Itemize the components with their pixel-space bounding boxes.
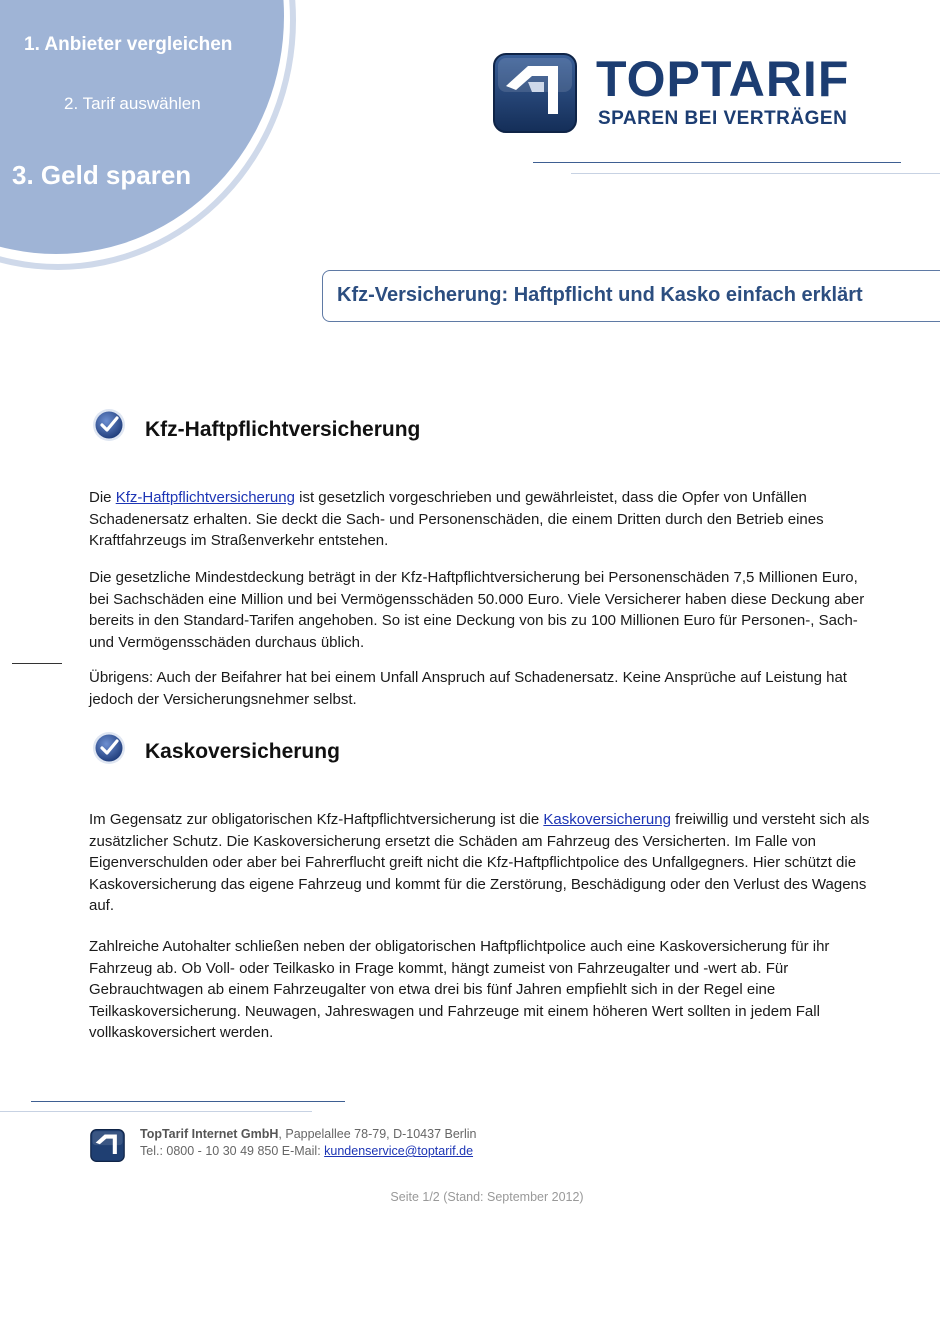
haftpflicht-link[interactable]: Kfz-Haftpflichtversicherung bbox=[115, 489, 295, 506]
header-divider-light bbox=[571, 173, 940, 174]
section-heading-haftpflicht: Kfz-Haftpflichtversicherung bbox=[145, 418, 421, 441]
paragraph: Zahlreiche Autohalter schließen neben der obligatorischen Haftpflichtpolice auch eine Kaskoversicherung für ihr Fahrzeug ab. Ob Voll- oder Teilkasko in Frage kommt, hängt zumeist von Fahrzeugalter und -wert ab. Für Gebrauchtwagen ab einem Fahrzeugalter von etwa drei bis fünf Jahren empfiehlt sich in der Regel eine Teilkaskoversicherung. Neuwagen, Jahreswagen und Fahrzeuge mit einem höheren Wert sollten in jedem Fall vollkaskoversichert werden. bbox=[89, 938, 830, 1041]
footer-contact bbox=[140, 1144, 473, 1158]
paragraph: Die gesetzliche Mindestdeckung beträgt in der Kfz-Haftpflichtversicherung bei Personenschäden 7,5 Millionen Euro, bei Sachschäden eine Million und bei Vermögensschäden 50.000 Euro. Viele Versicherer haben diese Deckung aber bereits in den Standard-Tarifen angehoben. So ist eine Deckung von bis zu 100 Millionen Euro für Personen-, Sach- und Vermögensschäden durchaus üblich. bbox=[89, 569, 865, 651]
logo-subtitle: SPAREN BEI VERTRÄGEN bbox=[598, 108, 848, 129]
paragraph-text: freiwillig und versteht sich als zusätzlicher Schutz. Die Kaskoversicherung ersetzt die Schäden am Fahrzeug des Versicherten. Im Falle von Eigenverschulden oder aber bei Fahrerflucht greift nicht die Kfz-Haftpflichtpolice des Unfallgegners. Hier schützt die Kaskoversicherung das eigene Fahrzeug und kommt für die Zerstörung, Beschädigung oder den Verlust des Wagens auf. bbox=[89, 811, 870, 914]
step-1: 1. Anbieter vergleichen bbox=[24, 34, 233, 55]
footer-divider bbox=[31, 1101, 345, 1102]
margin-mark bbox=[12, 663, 62, 664]
toptarif-logo-icon bbox=[492, 52, 578, 134]
toptarif-footer-icon bbox=[90, 1128, 125, 1163]
footer-company bbox=[140, 1127, 476, 1141]
logo-title: TOPTARIF bbox=[596, 51, 850, 107]
header-divider bbox=[533, 162, 901, 163]
footer-divider-light bbox=[0, 1111, 312, 1112]
kasko-link[interactable]: Kaskoversicherung bbox=[543, 811, 671, 828]
step-3: 3. Geld sparen bbox=[12, 160, 192, 190]
paragraph-text: Im Gegensatz zur obligatorischen Kfz-Haftpflichtversicherung ist die bbox=[89, 811, 544, 828]
paragraph-text: ist gesetzlich vorgeschrieben und gewährleistet, dass die Opfer von Unfällen Schadenersatz erhalten. Sie deckt die Sach- und Personenschäden, die einem Dritten durch den Betrieb eines Kraftfahrzeugs im Straßenverkehr entstehen. bbox=[89, 489, 824, 549]
checkmark-icon bbox=[92, 731, 126, 765]
paragraph-text: Die bbox=[89, 489, 116, 506]
footer-address: , Pappelallee 78-79, D-10437 Berlin bbox=[278, 1127, 477, 1141]
footer-phone: Tel.: 0800 - 10 30 49 850 E-Mail: bbox=[140, 1144, 325, 1158]
step-2: 2. Tarif auswählen bbox=[64, 94, 201, 113]
footer-company-name: TopTarif Internet GmbH bbox=[140, 1127, 279, 1141]
paragraph: Übrigens: Auch der Beifahrer hat bei einem Unfall Anspruch auf Schadenersatz. Keine Ansprüche auf Leistung hat jedoch der Versicherungsnehmer selbst. bbox=[89, 669, 847, 708]
page-title: Kfz-Versicherung: Haftpflicht und Kasko einfach erklärt bbox=[337, 284, 863, 306]
checkmark-icon bbox=[92, 408, 126, 442]
email-link[interactable]: kundenservice@toptarif.de bbox=[324, 1144, 474, 1158]
page-info: Seite 1/2 (Stand: September 2012) bbox=[390, 1190, 584, 1204]
section-heading-kasko: Kaskoversicherung bbox=[145, 740, 340, 763]
paragraph bbox=[89, 487, 879, 552]
paragraph bbox=[89, 809, 879, 917]
